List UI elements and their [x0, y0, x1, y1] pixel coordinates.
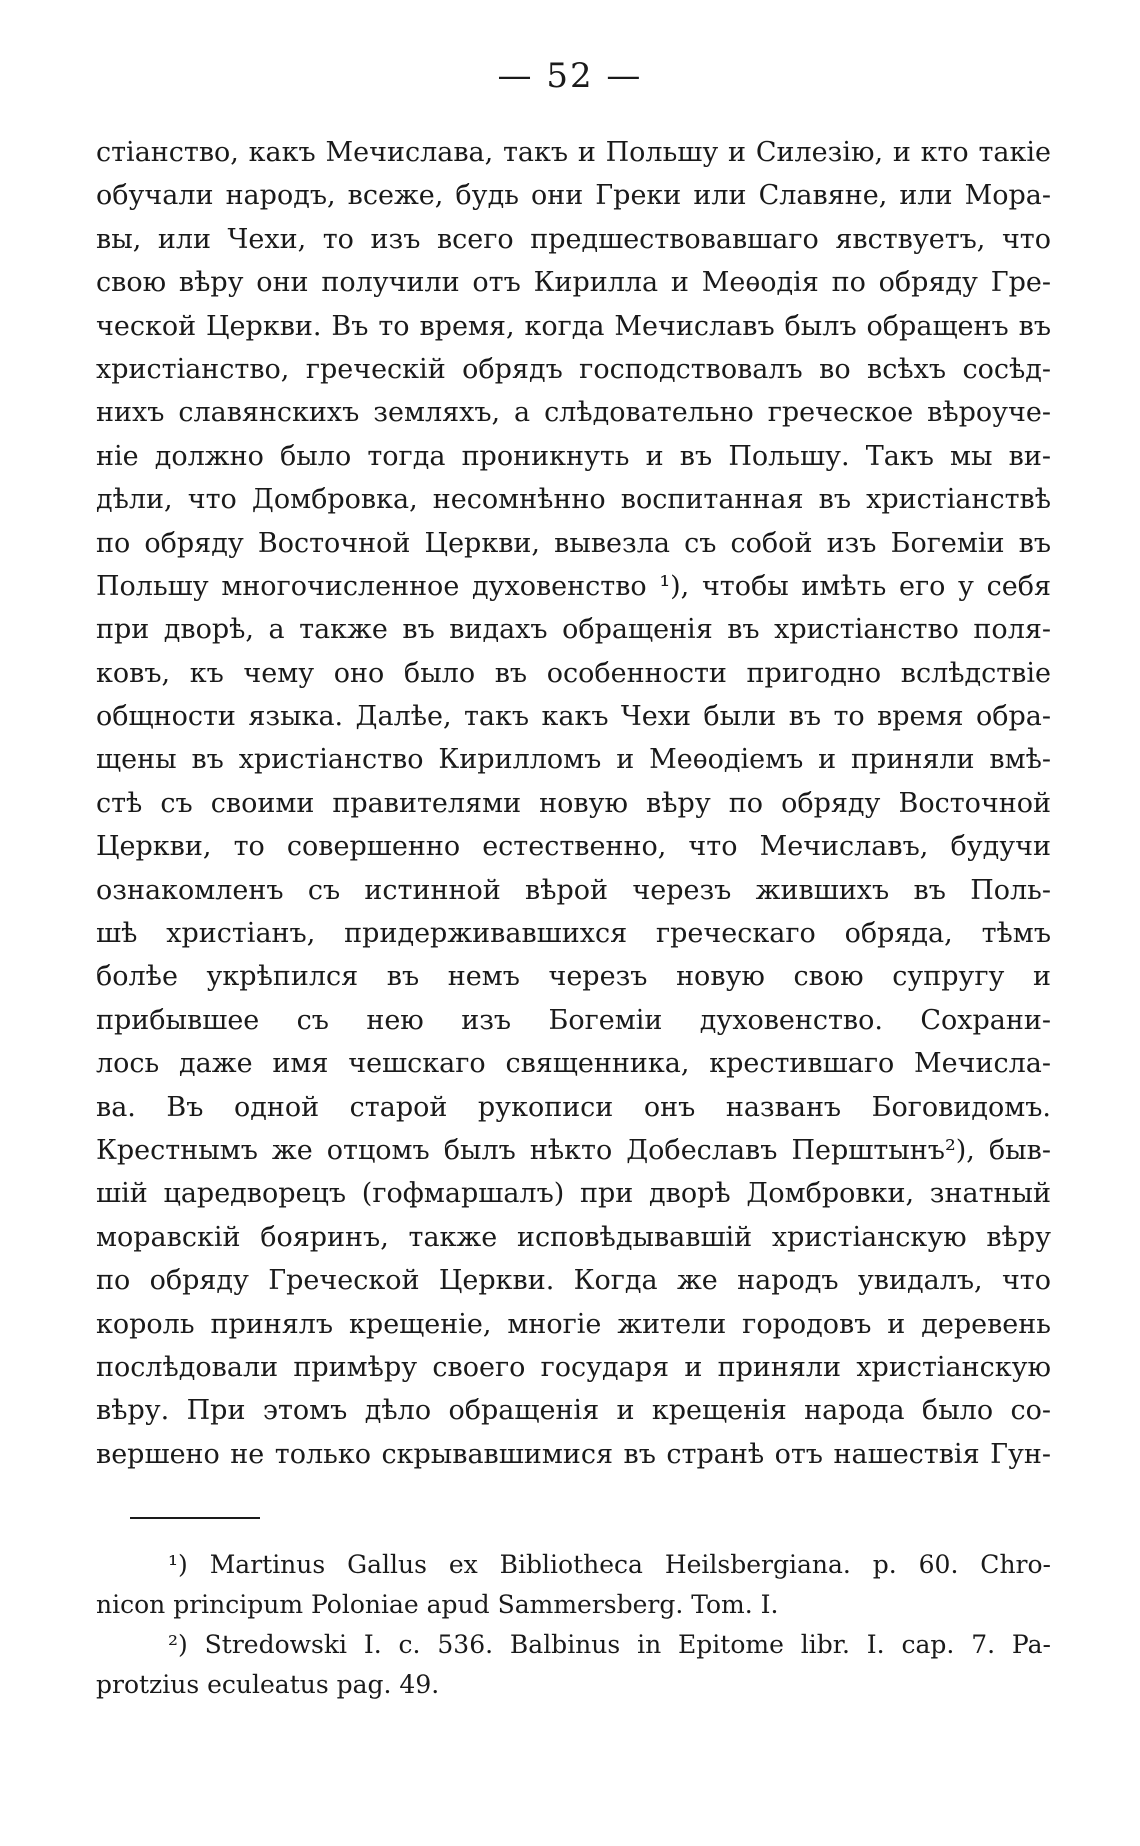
text-line: послѣдовали примѣру своего государя и приняли христіанскую: [96, 1351, 1051, 1383]
text-line: при дворѣ, а также въ видахъ обращенія въ христіанство поля-: [96, 614, 1051, 646]
text-line: вы, или Чехи, то изъ всего предшествовавшаго явствуетъ, что: [96, 223, 1051, 255]
footnote-1-line: nicon principum Poloniae apud Sammersberg. Tom. I.: [96, 1590, 779, 1619]
text-line: свою вѣру они получили отъ Кирилла и Меѳодія по обряду Гре-: [96, 267, 1051, 299]
text-line: дѣли, что Домбровка, несомнѣнно воспитанная въ христіанствѣ: [96, 484, 1051, 516]
text-line: шѣ христіанъ, придерживавшихся греческаго обряда, тѣмъ: [96, 918, 1051, 950]
text-line: христіанство, греческій обрядъ господствовалъ во всѣхъ сосѣд-: [96, 353, 1051, 385]
page-number: — 52 —: [497, 56, 643, 96]
text-line: нихъ славянскихъ земляхъ, а слѣдовательно греческое вѣроуче-: [96, 397, 1051, 429]
text-line: по обряду Восточной Церкви, вывезла съ собой изъ Богеміи въ: [96, 527, 1051, 559]
text-line: король принялъ крещеніе, многіе жители городовъ и деревень: [96, 1308, 1051, 1340]
text-line: Церкви, то совершенно естественно, что Мечиславъ, будучи: [96, 831, 1051, 863]
text-line: вѣру. При этомъ дѣло обращенія и крещенія народа было со-: [96, 1395, 1051, 1427]
text-line: ковъ, къ чему оно было въ особенности пригодно вслѣдствіе: [96, 657, 1051, 689]
text-line: лось даже имя чешскаго священника, крестившаго Мечисла-: [96, 1048, 1051, 1080]
text-line: обучали народъ, всеже, будь они Греки или Славяне, или Мора-: [96, 180, 1051, 212]
text-line: стіанство, какъ Мечислава, такъ и Польшу и Силезію, и кто такіе: [96, 137, 1051, 168]
text-line: ва. Въ одной старой рукописи онъ названъ Боговидомъ.: [96, 1091, 1051, 1123]
footnote-2-line: protzius eculeatus pag. 49.: [96, 1670, 440, 1699]
footnote-1-line: ¹) Martinus Gallus ex Bibliotheca Heilsbergiana. p. 60. Chro-: [168, 1550, 1051, 1579]
text-line: щены въ христіанство Кирилломъ и Меѳодіемъ и приняли вмѣ-: [96, 744, 1051, 776]
text-line: Польшу многочисленное духовенство ¹), чтобы имѣть его у себя: [96, 570, 1051, 602]
text-line: ніе должно было тогда проникнуть и въ Польшу. Такъ мы ви-: [96, 440, 1051, 472]
text-line: Крестнымъ же отцомъ былъ нѣкто Добеславъ Перштынъ²), быв-: [96, 1134, 1051, 1166]
text-line: ческой Церкви. Въ то время, когда Мечиславъ былъ обращенъ въ: [96, 310, 1051, 342]
text-line: стѣ съ своими правителями новую вѣру по обряду Восточной: [96, 787, 1051, 819]
text-line: по обряду Греческой Церкви. Когда же народъ увидалъ, что: [96, 1265, 1051, 1297]
body-text: [96, 131, 1051, 1476]
text-line: болѣе укрѣпился въ немъ черезъ новую свою супругу и: [96, 961, 1051, 993]
text-line: вершено не только скрывавшимися въ странѣ отъ нашествія Гун-: [96, 1438, 1051, 1470]
text-line: общности языка. Далѣе, такъ какъ Чехи были въ то время обра-: [96, 701, 1051, 733]
text-line: ознакомленъ съ истинной вѣрой черезъ жившихъ въ Поль-: [96, 874, 1051, 906]
footnotes: [96, 1545, 1051, 1705]
text-line: шій царедворецъ (гофмаршалъ) при дворѣ Домбровки, знатный: [96, 1178, 1051, 1210]
footnote-divider: [130, 1517, 260, 1519]
text-line: моравскій бояринъ, также исповѣдывавшій христіанскую вѣру: [96, 1221, 1051, 1253]
text-line: прибывшее съ нею изъ Богеміи духовенство. Сохрани-: [96, 1004, 1051, 1036]
footnote-2-line: ²) Stredowski I. c. 536. Balbinus in Epitome libr. I. cap. 7. Pa-: [168, 1630, 1051, 1659]
